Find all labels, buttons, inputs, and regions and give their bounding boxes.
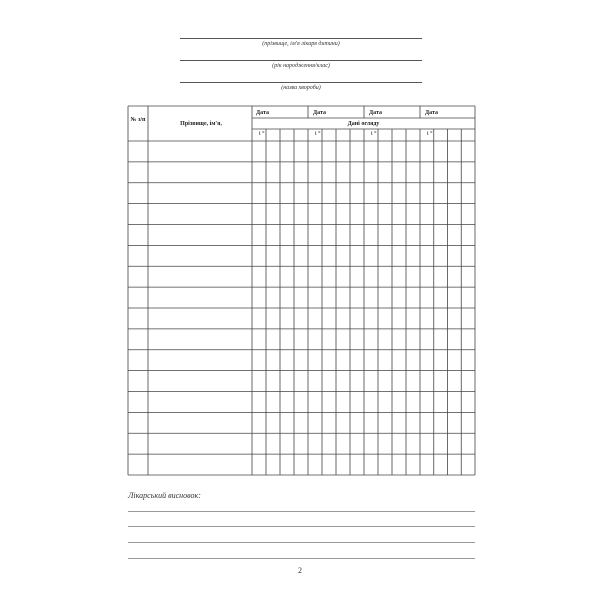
temp-header-2: t ° xyxy=(315,131,321,137)
conclusion-line-3 xyxy=(128,542,475,543)
date-header-1: Дата xyxy=(256,110,269,116)
temp-header-3: t ° xyxy=(371,131,377,137)
page-number: 2 xyxy=(298,566,302,575)
temp-header-1: t ° xyxy=(259,131,265,137)
col-number-header: № з/п xyxy=(130,117,146,123)
exam-data-header: Дані огляду xyxy=(347,121,380,127)
header-caption-2: (рік народження/клас) xyxy=(272,63,330,69)
date-header-2: Дата xyxy=(313,110,326,116)
date-header-4: Дата xyxy=(425,110,438,116)
conclusion-line-4 xyxy=(128,558,475,559)
date-header-3: Дата xyxy=(369,110,382,116)
col-name-header: Прізвище, ім'я, xyxy=(180,121,222,127)
header-caption-1: (прізвище, ім'я лікаря дитини) xyxy=(262,41,340,47)
temp-header-4: t ° xyxy=(427,131,433,137)
header-caption-3: (назва хвороби) xyxy=(281,85,321,91)
conclusion-label: Лікарський висновок: xyxy=(128,491,201,500)
conclusion-line-2 xyxy=(128,526,475,527)
conclusion-line-1 xyxy=(128,511,475,512)
